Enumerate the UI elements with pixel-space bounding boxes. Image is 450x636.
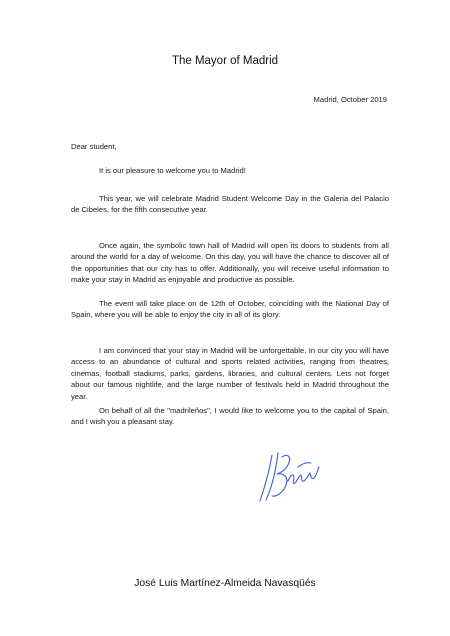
paragraph-welcome: It is our pleasure to welcome you to Madrid!	[99, 166, 246, 175]
paragraph-event-date: The event will take place on de 12th of October, coinciding with the National Day of Spain, where you will be able to enjoy the city in all of its glory.	[71, 299, 389, 320]
salutation: Dear student,	[71, 142, 117, 151]
paragraph-closing: On behalf of all the "madrileños", I would like to welcome you to the capital of Spain, and I wish you a pleasant stay.	[71, 406, 389, 427]
handwritten-signature	[258, 447, 322, 503]
paragraph-town-hall: Once again, the symbolic town hall of Madrid will open its doors to students from all around the world for a day of welcome. On this day, you will have the chance to discover all of the opportunities that our city has to offer. Additionally, you will receive useful information to make your stay in Madrid as enjoyable and productive as possible.	[71, 241, 389, 285]
signer-name: José Luis Martínez-Almeida Navasqüés	[134, 578, 316, 589]
paragraph-celebration: This year, we will celebrate Madrid Student Welcome Day in the Galeria del Palacio de Cibeles, for the fifth consecutive year.	[71, 194, 389, 215]
paragraph-stay: I am convinced that your stay in Madrid will be unforgettable. In our city you will have access to an abundance of cultural and sports related activities, ranging from theatres, cinemas, football stadiums, parks, gardens, libraries, and cultural centers. Lets not forget about our famous nightlife, and the large number of festivals held in Madrid throughout the year.	[71, 346, 389, 401]
letter-date: Madrid, October 2019	[313, 95, 387, 104]
letter-title: The Mayor of Madrid	[171, 55, 279, 67]
